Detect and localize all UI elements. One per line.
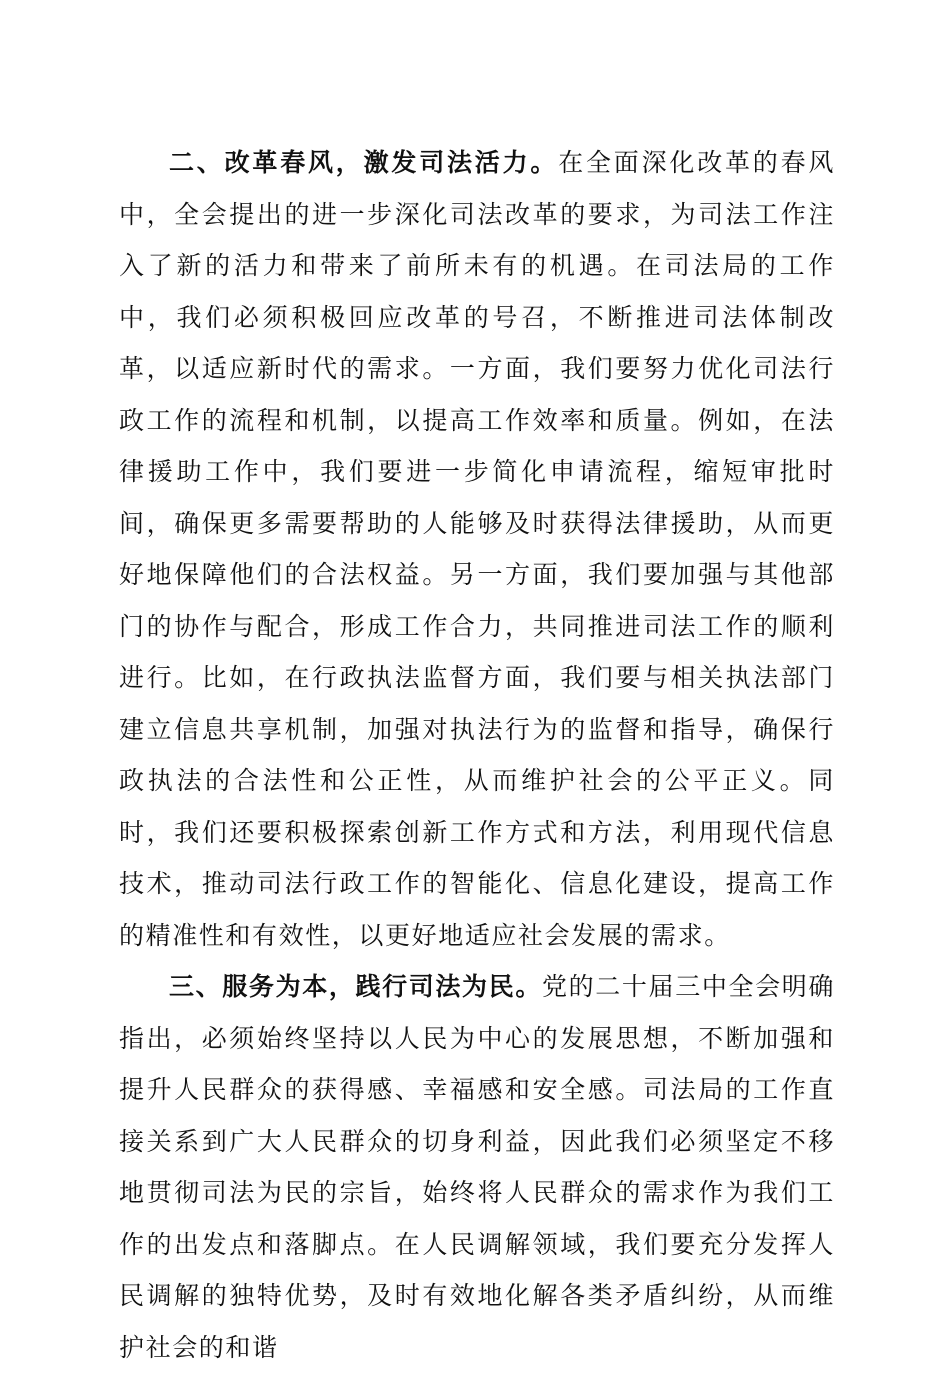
paragraph-text-reform: 在全面深化改革的春风中，全会提出的进一步深化司法改革的要求，为司法工作注入了新的活力和带来了前所未有的机遇。在司法局的工作中，我们必须积极回应改革的号召，不断推进司法体制改革，以适应新时代的需求。一方面，我们要努力优化司法行政工作的流程和机制，以提高工作效率和质量。例如，在法律援助工作中，我们要进一步简化申请流程，缩短审批时间，确保更多需要帮助的人能够及时获得法律援助，从而更好地保障他们的合法权益。另一方面，我们要加强与其他部门的协作与配合，形成工作合力，共同推进司法工作的顺利进行。比如，在行政执法监督方面，我们要与相关执法部门建立信息共享机制，加强对执法行为的监督和指导，确保行政执法的合法性和公正性，从而维护社会的公平正义。同时，我们还要积极探索创新工作方式和方法，利用现代信息技术，推动司法行政工作的智能化、信息化建设，提高工作的精准性和有效性，以更好地适应社会发展的需求。 (119, 148, 835, 950)
paragraph-text-service: 党的二十届三中全会明确指出，必须始终坚持以人民为中心的发展思想，不断加强和提升人民群众的获得感、幸福感和安全感。司法局的工作直接关系到广大人民群众的切身利益，因此我们必须坚定不移地贯彻司法为民的宗旨，始终将人民群众的需求作为我们工作的出发点和落脚点。在人民调解领域，我们要充分发挥人民调解的独特优势，及时有效地化解各类矛盾纠纷，从而维护社会的和谐 (119, 972, 835, 1362)
section-heading-service: 三、服务为本，践行司法为民。 (169, 972, 542, 1001)
paragraph-service (119, 961, 835, 1373)
document-body (119, 137, 835, 1373)
section-heading-reform: 二、改革春风，激发司法活力。 (169, 148, 559, 177)
paragraph-reform (119, 137, 835, 961)
